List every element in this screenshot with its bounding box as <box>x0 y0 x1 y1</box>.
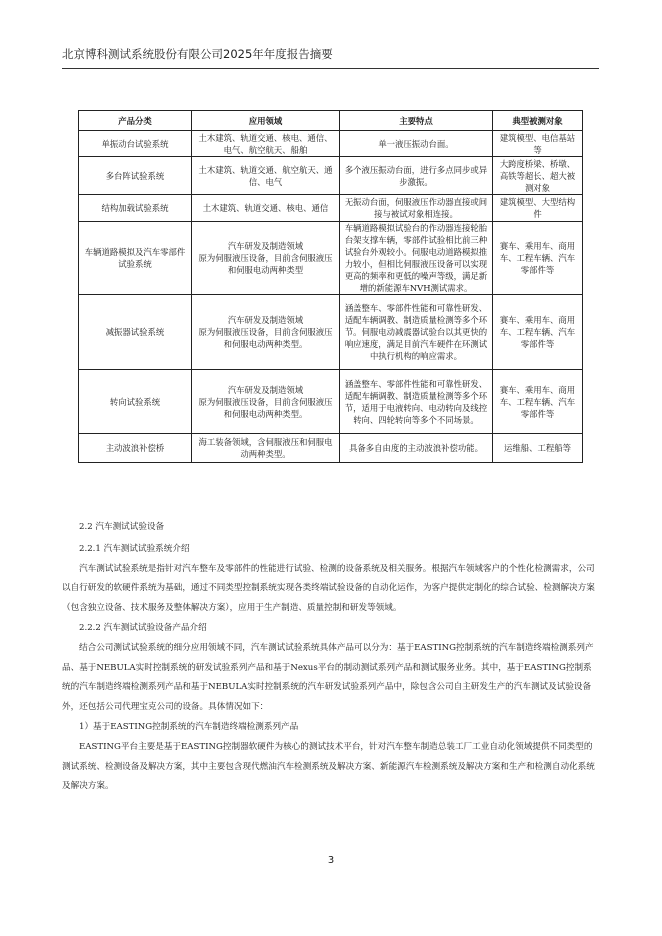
table-row <box>79 370 583 434</box>
cell-features: 多个液压振动台面，进行多点同步或异步激振。 <box>340 157 493 195</box>
cell-objects: 赛车、乘用车、商用车、工程车辆、汽车零部件等 <box>493 295 583 370</box>
paragraph-product-categories: 结合公司测试试验系统的细分应用领域不同，汽车测试试验系统具体产品可以分为：基于EASTING控制系统的汽车制造终端检测系列产品、基于NEBULA实时控制系统的研发试验系列产品和基于Nexus平台的制动测试系列产品和测试服务业务。其中，基于EASTING控制系统的汽车制造终端检测系列产品和基于NEBULA实时控制系统的汽车研发试验系列产品中，除包含公司自主研发生产的汽车测试及试验设备外，还包括公司代理宝克公司的设备。具体情况如下： <box>62 642 594 713</box>
cell-category: 减振器试验系统 <box>79 295 192 370</box>
col-header-features: 主要特点 <box>340 111 493 131</box>
cell-application: 汽车研发及制造领域 原为伺服液压设备，目前含伺服液压和伺服电动两种类型。 <box>192 295 340 370</box>
cell-features: 车辆道路模拟试验台的作动器连接轮胎台架支撑车辆，零部件试验相比前三种试验台外观较小。伺服电动道路模拟推力较小，但相比伺服液压设备可以实现更高的频率和更低的噪声等级，满足新增的新能源车NVH测试需求。 <box>340 222 493 295</box>
col-header-category: 产品分类 <box>79 111 192 131</box>
cell-category: 转向试验系统 <box>79 370 192 434</box>
cell-features: 无振动台面，伺服液压作动器直接或间接与被试对象相连接。 <box>340 195 493 222</box>
cell-application: 土木建筑、轨道交通、核电、通信 <box>192 195 340 222</box>
table-header-row <box>79 111 583 131</box>
table-row <box>79 131 583 157</box>
cell-objects: 赛车、乘用车、商用车、工程车辆、汽车零部件等 <box>493 222 583 295</box>
report-header: 北京博科测试系统股份有限公司2025年年度报告摘要 <box>62 47 333 61</box>
product-table <box>78 110 583 463</box>
table-row <box>79 157 583 195</box>
paragraph-easting: EASTING平台主要是基于EASTING控制器软硬件为核心的测试技术平台，针对汽车整车制造总装工厂工业自动化领域提供不同类型的测试系统、检测设备及解决方案，其中主要包含现代燃油汽车检测系统及解决方案、新能源汽车检测系统及解决方案和生产和检测自动化系统及解决方案。 <box>62 741 595 792</box>
cell-application: 汽车研发及制造领域 原为伺服液压设备，目前含伺服液压和伺服电动两种类型 <box>192 222 340 295</box>
table-row <box>79 222 583 295</box>
section-heading-2-2: 2.2 汽车测试试验设备 <box>79 522 165 532</box>
cell-category: 主动波浪补偿桥 <box>79 434 192 463</box>
cell-category: 结构加载试验系统 <box>79 195 192 222</box>
cell-objects: 运维船、工程船等 <box>493 434 583 463</box>
col-header-application: 应用领域 <box>192 111 340 131</box>
cell-objects: 赛车、乘用车、商用车、工程车辆、汽车零部件等 <box>493 370 583 434</box>
paragraph-intro: 汽车测试试验系统是指针对汽车整车及零部件的性能进行试验、检测的设备系统及相关服务。根据汽车领域客户的个性化检测需求，公司以自行研发的软硬件系统为基础，通过不同类型控制系统实现各类终端试验设备的自动化运作，为客户提供定制化的综合试验、检测解决方案（包含独立设备、技术服务及整体解决方案），应用于生产制造、质量控制和研发等领域。 <box>62 563 595 614</box>
cell-features: 单一液压振动台面。 <box>340 131 493 157</box>
cell-features: 具备多自由度的主动波浪补偿功能。 <box>340 434 493 463</box>
table-row <box>79 434 583 463</box>
report-body <box>62 518 599 797</box>
section-heading-2-2-2: 2.2.2 汽车测试试验设备产品介绍 <box>79 622 207 633</box>
cell-objects: 建筑模型、大型结构件 <box>493 195 583 222</box>
cell-objects: 大跨度桥梁、桥墩、高铁等超长、超大被测对象 <box>493 157 583 195</box>
header-divider <box>62 68 599 69</box>
cell-application: 海工装备领域，含伺服液压和伺服电动两种类型。 <box>192 434 340 463</box>
table-row <box>79 195 583 222</box>
cell-features: 涵盖整车、零部件性能和可靠性研发、适配车辆调教、制造质量检测等多个环节，适用于电液转向、电动转向及线控转向、四轮转向等多个不同场景。 <box>340 370 493 434</box>
cell-application: 汽车研发及制造领域 原为伺服液压设备，目前含伺服液压和伺服电动两种类型。 <box>192 370 340 434</box>
subheading-easting: 1）基于EASTING控制系统的汽车制造终端检测系列产品 <box>79 721 299 732</box>
cell-application: 土木建筑、轨道交通、核电、通信、电气、航空航天、船舶 <box>192 131 340 157</box>
cell-category: 单振动台试验系统 <box>79 131 192 157</box>
table-row <box>79 295 583 370</box>
page-number: 3 <box>327 855 335 866</box>
cell-application: 土木建筑、轨道交通、航空航天、通信、电气 <box>192 157 340 195</box>
col-header-objects: 典型被测对象 <box>493 111 583 131</box>
cell-objects: 建筑模型、电信基站等 <box>493 131 583 157</box>
cell-category: 多台阵试验系统 <box>79 157 192 195</box>
section-heading-2-2-1: 2.2.1 汽车测试试验系统介绍 <box>79 543 190 554</box>
cell-category: 车辆道路模拟及汽车零部件试验系统 <box>79 222 192 295</box>
cell-features: 涵盖整车、零部件性能和可靠性研发、适配车辆调教、制造质量检测等多个环节。伺服电动减震器试验台以其更快的响应速度，满足目前汽车硬件在环测试中执行机构的响应需求。 <box>340 295 493 370</box>
